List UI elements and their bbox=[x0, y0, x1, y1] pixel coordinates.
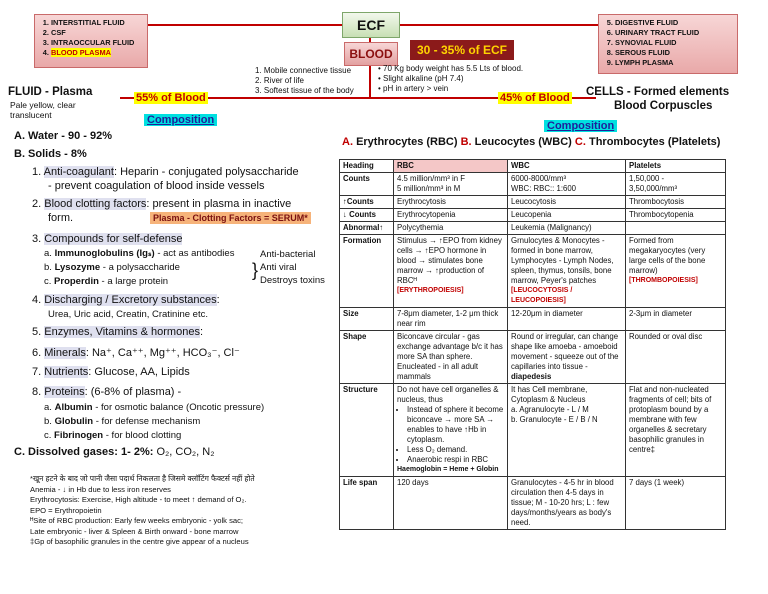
list-item: 7. SYNOVIAL FLUID bbox=[615, 38, 733, 48]
solid-item-4-line2: Urea, Uric acid, Creatin, Cratinine etc. bbox=[48, 309, 208, 320]
solids-line: B. Solids - 8% bbox=[14, 148, 87, 160]
blood-notes-left: 1. Mobile connective tissue 2. River of life 3. Softest tissue of the body bbox=[255, 66, 354, 95]
list-item: 5. DIGESTIVE FLUID bbox=[615, 18, 733, 28]
table-row: Abnormal↑ Polycythemia Leukemia (Malignancy) bbox=[340, 222, 726, 235]
list-item: 4. BLOOD PLASMA bbox=[51, 48, 143, 58]
list-item: 3. INTRAOCCULAR FLUID bbox=[51, 38, 143, 48]
blood-notes-right: • 70 Kg body weight has 5.5 Lts of blood. • Slight alkaline (pH 7.4) • pH in artery > vein bbox=[378, 64, 524, 93]
solid-item-3b: b. Lysozyme - a polysaccharide bbox=[44, 262, 180, 273]
water-line: A. Water - 90 - 92% bbox=[14, 130, 113, 142]
plasma-percent: 55% of Blood bbox=[136, 92, 206, 104]
plasma-composition-heading: Composition bbox=[144, 114, 217, 126]
solid-item-2-line2: form. bbox=[48, 212, 74, 224]
fluid-plasma-title: FLUID - Plasma bbox=[8, 86, 93, 98]
dissolved-gases: C. Dissolved gases: 1- 2%: O₂, CO₂, N₂ bbox=[14, 446, 215, 458]
blood-percent-badge: 30 - 35% of ECF bbox=[410, 40, 514, 60]
cells-subtitle: Blood Corpuscles bbox=[614, 100, 713, 112]
table-row: Formation Stimulus → ↑EPO from kidney cells → ↑EPO hormone in blood → stimulates bone marrow → ↑production of RBCᴴ [ERYTHROPOIESIS] Grnulocytes & Monocytes - formed in bone marrow, Lymphocytes - Lymph Nodes, spleen, thymus, tonsils, bone marrow, Peyer's patches [LEUCOCYTOSIS / LEUCOPOIESIS] Formed from megakaryocytes (very large cells of the bone marrow) [THROMBOPOIESIS] bbox=[340, 235, 726, 308]
table-row: ↓ Counts Erythrocytopenia Leucopenia Thrombocytopenia bbox=[340, 209, 726, 222]
blood-label: BLOOD bbox=[344, 42, 398, 66]
cells-composition-heading: Composition bbox=[544, 120, 617, 132]
fluid-desc: Pale yellow, clear translucent bbox=[10, 100, 76, 120]
footnotes: *खून हटने के बाद जो पानी जैसा पदार्थ निकलता है जिसमे क्लॉटिंग फैक्टर्स नहीं होते Anemia - ↓ in Hb due to less iron reserves Erythrocytosis: Exercise, High altitude - to meet ↑ demand of O₂. EPO = Erythropoietin ᴴSite of RBC production: Early few weeks embryonic - yolk sac; Late embryonic - liver & Spleen & Birth onward - bone marrow ‡Gp of basophilic granules in the centre give appear of a nucleus bbox=[30, 474, 255, 546]
table-header: RBC bbox=[394, 160, 508, 173]
solid-item-3: 3. Compounds for self-defense bbox=[32, 233, 183, 245]
ecf-label: ECF bbox=[342, 12, 400, 38]
body-fluids-right-box bbox=[598, 14, 738, 74]
table-header: Platelets bbox=[626, 160, 726, 173]
defense-actions: Anti-bacterial Anti viral Destroys toxins bbox=[260, 249, 325, 286]
list-item: 6. URINARY TRACT FLUID bbox=[615, 28, 733, 38]
connector-line bbox=[148, 24, 342, 26]
solid-item-2: 2. Blood clotting factors: present in plasma in inactive bbox=[32, 198, 292, 210]
body-fluids-left-box bbox=[34, 14, 148, 68]
table-header: Heading bbox=[340, 160, 394, 173]
solid-item-3a: a. Immunoglobulins (Igₛ) - act as antibodies bbox=[44, 248, 235, 259]
solid-item-3c: c. Properdin - a large protein bbox=[44, 276, 169, 287]
brace-icon: } bbox=[252, 260, 259, 280]
list-item: 9. LYMPH PLASMA bbox=[615, 58, 733, 68]
list-item: 2. CSF bbox=[51, 28, 143, 38]
cells-percent: 45% of Blood bbox=[500, 92, 570, 104]
table-row: Life span 120 days Granulocytes - 4-5 hr in blood circulation then 4-5 days in tissue; M - 10-20 hrs; L : few days/months/years as body's need. 7 days (1 week) bbox=[340, 477, 726, 530]
solid-item-8: 8. Proteins: (6-8% of plasma) - bbox=[32, 386, 182, 398]
table-row: Size 7-8μm diameter, 1-2 μm thick near rim 12-20μm in diameter 2-3μm in diameter bbox=[340, 308, 726, 331]
solid-item-4: 4. Discharging / Excretory substances: bbox=[32, 294, 220, 306]
solid-item-6: 6. Minerals: Na⁺, Ca⁺⁺, Mg⁺⁺, HCO₃⁻, Cl⁻ bbox=[32, 347, 240, 359]
list-item: 8. SEROUS FLUID bbox=[615, 48, 733, 58]
solid-item-7: 7. Nutrients: Glucose, AA, Lipids bbox=[32, 366, 190, 378]
blood-cells-comparison-table bbox=[339, 159, 726, 530]
protein-fibrinogen: c. Fibrinogen - for blood clotting bbox=[44, 430, 182, 441]
cells-title: CELLS - Formed elements bbox=[586, 86, 730, 98]
table-row bbox=[340, 160, 726, 173]
protein-albumin: a. Albumin - for osmotic balance (Oncotic pressure) bbox=[44, 402, 265, 413]
table-row: ↑Counts Erythrocytosis Leucocytosis Thrombocytosis bbox=[340, 196, 726, 209]
table-header: WBC bbox=[508, 160, 626, 173]
serum-tag: Plasma - Clotting Factors = SERUM* bbox=[150, 212, 311, 224]
table-row: Counts 4.5 million/mm³ in F 5 million/mm³ in M 6000-8000/mm³ WBC: RBC:: 1:600 1,50,000 - 3,50,000/mm³ bbox=[340, 173, 726, 196]
table-row: Shape Biconcave circular - gas exchange advantage b/c it has more SA than sphere. Enucleated - in all adult mammals Round or irregular, can change shape like amoeba - amoeboid movement - squeeze out of the capillaries into tissue - diapedesis Rounded or oval disc bbox=[340, 331, 726, 384]
cells-heading: A. Erythrocytes (RBC) B. Leucocytes (WBC) C. Thrombocytes (Platelets) bbox=[342, 136, 721, 148]
solid-item-1-line2: - prevent coagulation of blood inside vessels bbox=[48, 180, 265, 192]
connector-line bbox=[398, 24, 598, 26]
connector-line bbox=[369, 64, 371, 98]
solid-item-5: 5. Enzymes, Vitamins & hormones: bbox=[32, 326, 204, 338]
list-item: 1. INTERSTITIAL FLUID bbox=[51, 18, 143, 28]
table-row: Structure Do not have cell organelles & nucleus, thus • Instead of sphere it become biconcave → more SA → enables to have ↑Hb in cytoplasm. • Less O₂ demand. • Anaerobic respi in RBC Haemoglobin = Heme + Globin It has Cell membrane, Cytoplasm & Nucleus a. Agranulocyte - L / M b. Granulocyte - E / B / N Flat and non-nucleated fragments of cell; bits of protoplasm bound by a membrane with few organelles & secretary basophilic granules in centre‡ bbox=[340, 384, 726, 477]
protein-globulin: b. Globulin - for defense mechanism bbox=[44, 416, 201, 427]
solid-item-1: 1. Anti-coagulant: Heparin - conjugated polysaccharide bbox=[32, 166, 299, 178]
